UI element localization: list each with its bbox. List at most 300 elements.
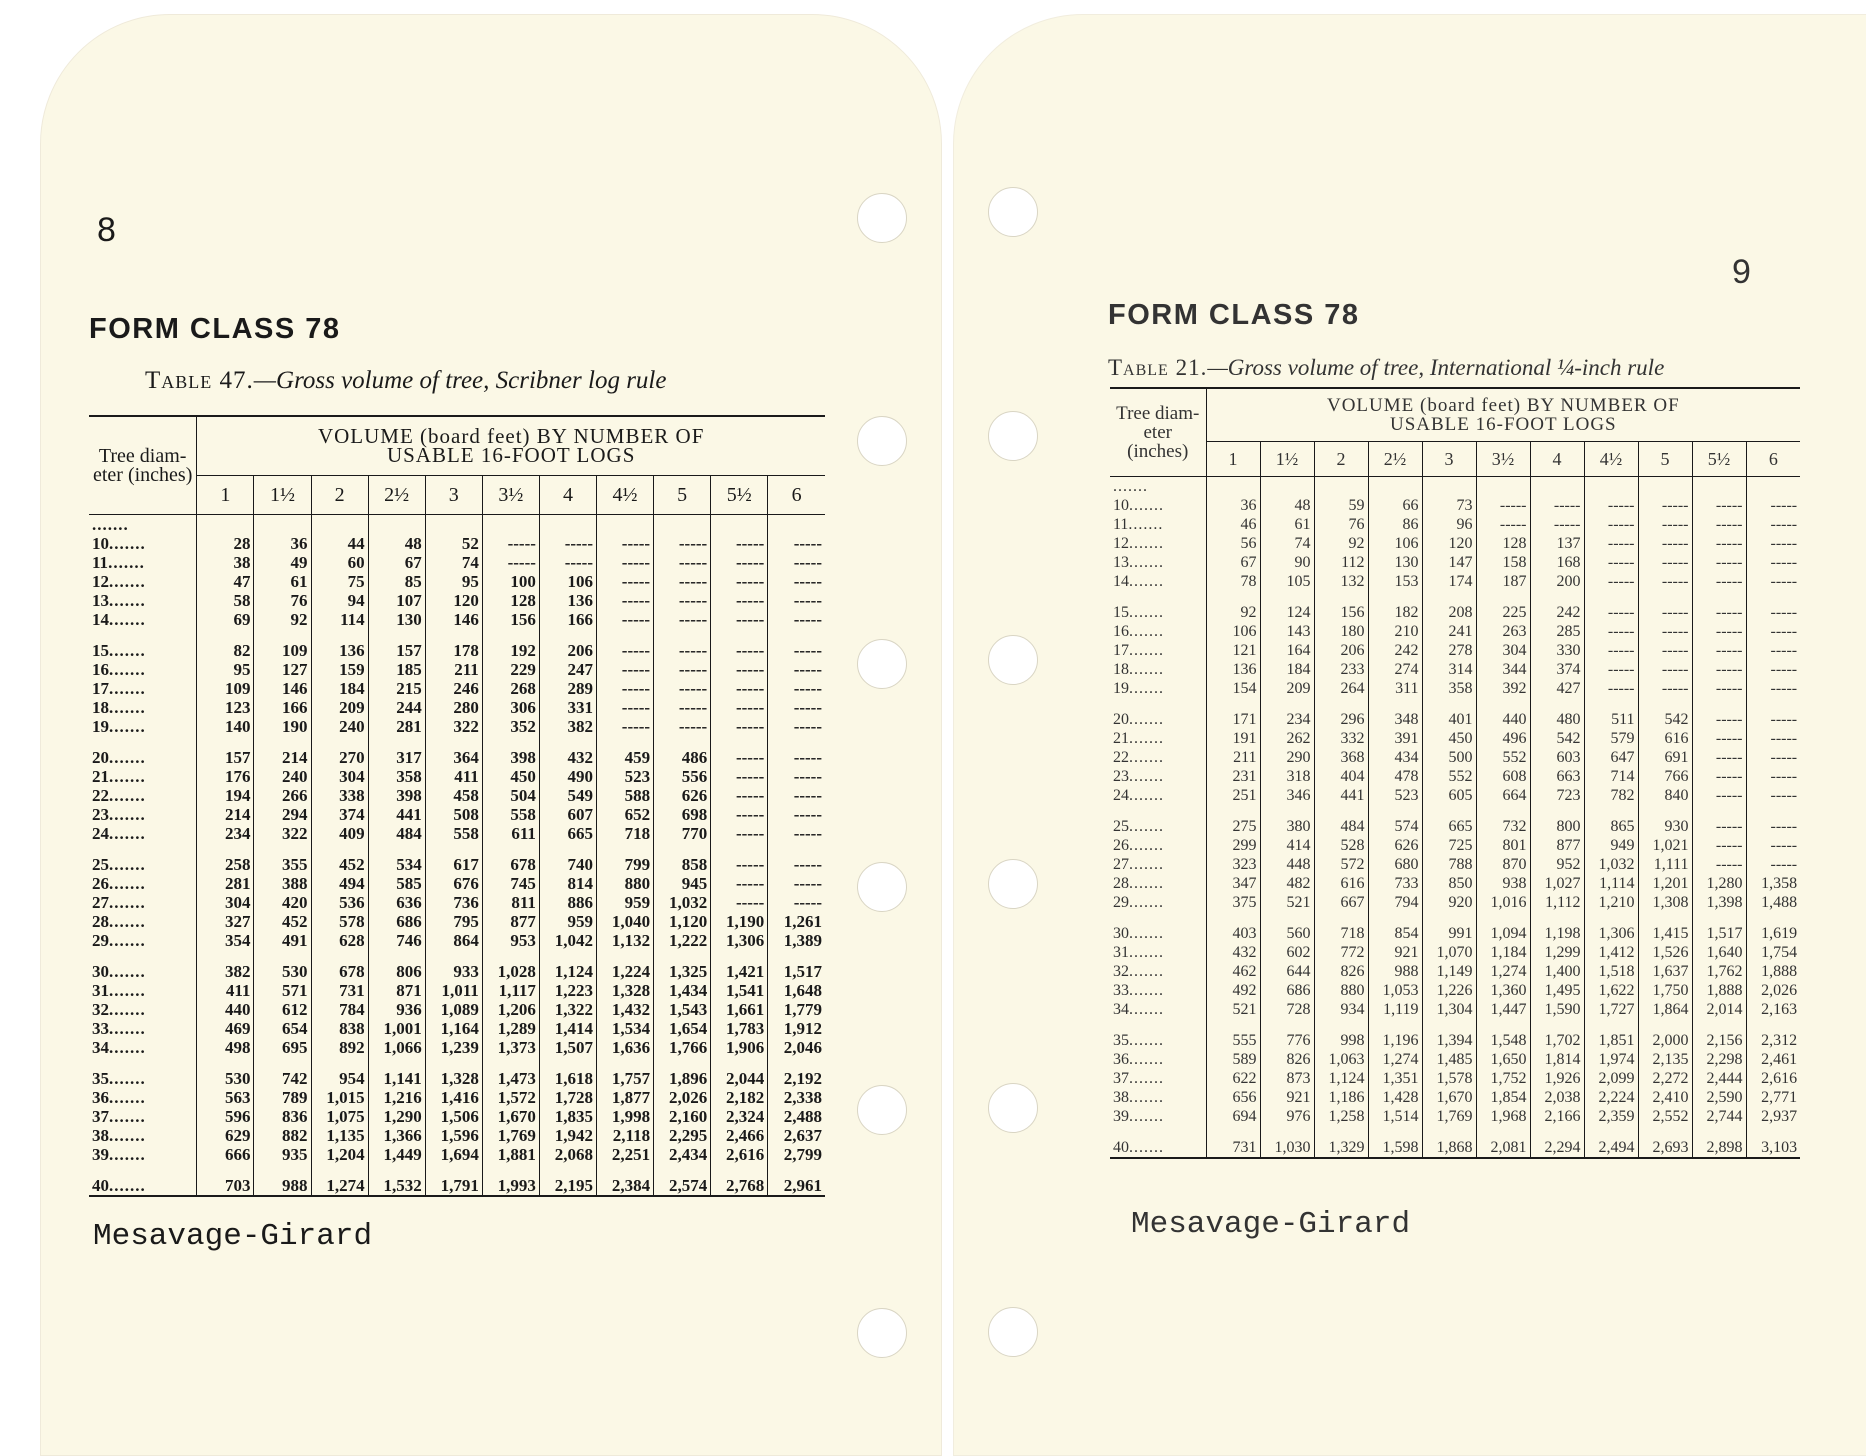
diameter-cell: 26 ....... (89, 874, 197, 893)
diameter-cell: 25 ....... (89, 843, 197, 874)
volume-cell: 733 (1368, 874, 1422, 893)
log-count-header: 3 (425, 476, 482, 515)
table-row (89, 786, 825, 805)
volume-cell: ----- (654, 610, 711, 629)
volume-cell: 2,166 (1530, 1107, 1584, 1126)
volume-cell: 789 (254, 1088, 311, 1107)
diameter-cell: 10 ....... (1110, 496, 1206, 515)
volume-cell: 275 (1232, 818, 1257, 835)
volume-cell: 605 (1422, 786, 1476, 805)
volume-cell: 826 (1260, 1050, 1314, 1069)
diameter-cell: 27 ....... (1110, 855, 1206, 874)
volume-cell: 1,400 (1530, 962, 1584, 981)
volume-cell: 1,322 (539, 1000, 596, 1019)
volume-cell: 1,112 (1530, 893, 1584, 912)
volume-cell: 2,466 (711, 1126, 768, 1145)
volume-cell: 616 (1314, 874, 1368, 893)
volume-cell: ----- (1638, 660, 1692, 679)
volume-cell: ----- (1746, 836, 1800, 855)
volume-cell: ----- (654, 679, 711, 698)
diameter-cell: 18 ....... (89, 698, 197, 717)
table-row (89, 874, 825, 893)
diameter-cell: 20 ....... (89, 736, 197, 767)
volume-cell: ----- (711, 805, 768, 824)
volume-cell: 491 (254, 931, 311, 950)
table-row (1110, 622, 1800, 641)
volume-cell: 811 (482, 893, 539, 912)
volume-cell: 935 (254, 1145, 311, 1164)
volume-cell: 1,495 (1530, 981, 1584, 1000)
volume-cell: 1,094 (1476, 912, 1530, 943)
volume-cell: 1,622 (1584, 981, 1638, 1000)
volume-cell: 1,053 (1368, 981, 1422, 1000)
volume-cell: 1,868 (1422, 1126, 1476, 1158)
table-row (1110, 786, 1800, 805)
volume-cell: 1,132 (597, 931, 654, 950)
volume-cell: 124 (1260, 591, 1314, 622)
log-count-header: 4 (1530, 442, 1584, 477)
volume-cell: 579 (1584, 729, 1638, 748)
volume-cell: 398 (482, 736, 539, 767)
volume-cell: 1,428 (1368, 1088, 1422, 1107)
volume-cell: 1,290 (368, 1107, 425, 1126)
volume-table (89, 415, 825, 1197)
volume-cell: 374 (311, 805, 368, 824)
volume-cell: 800 (1530, 805, 1584, 836)
volume-cell: ----- (1638, 496, 1692, 515)
volume-cell: ----- (768, 824, 825, 843)
volume-cell: 528 (1314, 836, 1368, 855)
volume-cell: 508 (425, 805, 482, 824)
volume-cell: 1,488 (1746, 893, 1800, 912)
volume-cell: 1,766 (654, 1038, 711, 1057)
volume-cell: 1,028 (482, 950, 539, 981)
volume-cell: 596 (224, 1107, 251, 1126)
volume-cell: ----- (1584, 572, 1638, 591)
volume-cell: 178 (425, 629, 482, 660)
volume-cell: ----- (1692, 660, 1746, 679)
diameter-cell: 17 ....... (1110, 641, 1206, 660)
volume-cell: 1,769 (482, 1126, 539, 1145)
volume-cell: 2,961 (768, 1164, 825, 1196)
volume-cell: ----- (768, 874, 825, 893)
volume-cell: ----- (539, 534, 596, 553)
table-row (1110, 1050, 1800, 1069)
volume-cell: 105 (1260, 572, 1314, 591)
volume-cell: 1,864 (1638, 1000, 1692, 1019)
table-row (89, 1000, 825, 1019)
volume-cell: 1,421 (711, 950, 768, 981)
volume-cell: 441 (1314, 786, 1368, 805)
volume-cell: 36 (1240, 497, 1257, 514)
diameter-cell: 34 ....... (89, 1038, 197, 1057)
volume-cell: 511 (1584, 698, 1638, 729)
volume-cell: 262 (1260, 729, 1314, 748)
volume-cell: 840 (1638, 786, 1692, 805)
volume-cell: 1,881 (482, 1145, 539, 1164)
volume-cell: 578 (311, 912, 368, 931)
diameter-cell: 11 ....... (1110, 515, 1206, 534)
volume-cell: 176 (224, 767, 251, 786)
volume-cell: 991 (1422, 912, 1476, 943)
volume-cell: 2,251 (597, 1145, 654, 1164)
volume-cell: 36 (254, 534, 311, 553)
volume-cell: 146 (254, 679, 311, 698)
table-row (89, 893, 825, 912)
volume-cell: 2,937 (1746, 1107, 1800, 1126)
volume-cell: ----- (1638, 553, 1692, 572)
volume-cell: 285 (1530, 622, 1584, 641)
volume-cell: 1,016 (1476, 893, 1530, 912)
volume-cell: 666 (224, 1145, 251, 1164)
volume-cell: 242 (1530, 591, 1584, 622)
volume-cell: 401 (1422, 698, 1476, 729)
volume-cell: 323 (1232, 856, 1257, 873)
volume-cell: 137 (1530, 534, 1584, 553)
volume-cell: 558 (425, 824, 482, 843)
volume-cell: 209 (1260, 679, 1314, 698)
volume-cell: 542 (1530, 729, 1584, 748)
volume-cell: 549 (539, 786, 596, 805)
volume-cell: 714 (1584, 767, 1638, 786)
volume-cell: 166 (254, 698, 311, 717)
volume-cell: ----- (711, 591, 768, 610)
volume-cell: 156 (482, 610, 539, 629)
log-count-header: 3½ (1476, 442, 1530, 477)
volume-cell: 184 (1260, 660, 1314, 679)
volume-cell: 616 (1638, 729, 1692, 748)
diameter-cell: 30 ....... (1110, 912, 1206, 943)
volume-cell: 159 (311, 660, 368, 679)
volume-cell: 56 (1240, 535, 1257, 552)
volume-cell: 801 (1476, 836, 1530, 855)
volume-cell: 2,182 (711, 1088, 768, 1107)
volume-cell: 234 (1260, 698, 1314, 729)
volume-cell: 622 (1232, 1070, 1257, 1087)
volume-cell: 2,338 (768, 1088, 825, 1107)
diameter-cell: 21 ....... (89, 767, 197, 786)
volume-cell: ----- (768, 660, 825, 679)
volume-cell: 322 (254, 824, 311, 843)
volume-cell: 60 (311, 553, 368, 572)
volume-cell: 128 (482, 591, 539, 610)
log-count-header: 3 (1422, 442, 1476, 477)
volume-cell: 1,636 (597, 1038, 654, 1057)
volume-cell: 880 (597, 874, 654, 893)
volume-cell: 304 (224, 893, 251, 912)
volume-cell: 2,494 (1584, 1126, 1638, 1158)
volume-cell: 1,854 (1476, 1088, 1530, 1107)
volume-cell: 864 (425, 931, 482, 950)
volume-cell: 1,432 (597, 1000, 654, 1019)
volume-cell: 209 (311, 698, 368, 717)
volume-cell: 770 (654, 824, 711, 843)
volume-cell: ----- (1746, 855, 1800, 874)
volume-cell: 211 (425, 660, 482, 679)
volume-cell: 210 (1368, 622, 1422, 641)
punch-hole (857, 862, 907, 912)
volume-cell: 723 (1530, 786, 1584, 805)
volume-cell: 745 (482, 874, 539, 893)
volume-cell: 1,752 (1476, 1069, 1530, 1088)
volume-cell: 934 (1314, 1000, 1368, 1019)
volume-cell: 92 (254, 610, 311, 629)
table-row (89, 736, 825, 767)
volume-cell: ----- (711, 553, 768, 572)
volume-cell: 1,206 (482, 1000, 539, 1019)
volume-cell: 304 (311, 767, 368, 786)
volume-cell: 1,021 (1638, 836, 1692, 855)
volume-cell: 2,444 (1692, 1069, 1746, 1088)
volume-cell: 530 (224, 1069, 251, 1088)
volume-cell: 1,328 (425, 1057, 482, 1088)
volume-cell: ----- (711, 610, 768, 629)
volume-cell: 355 (254, 843, 311, 874)
volume-cell: ----- (1638, 515, 1692, 534)
punch-hole (988, 859, 1038, 909)
volume-cell: 290 (1260, 748, 1314, 767)
volume-cell: 266 (254, 786, 311, 805)
volume-cell: 234 (224, 824, 251, 843)
volume-cell: 654 (254, 1019, 311, 1038)
log-count-header: 5 (654, 476, 711, 515)
volume-cell: ----- (1746, 786, 1800, 805)
volume-cell: ----- (1746, 553, 1800, 572)
volume-cell: 225 (1476, 591, 1530, 622)
volume-cell: 976 (1260, 1107, 1314, 1126)
diameter-cell: 24 ....... (89, 824, 197, 843)
volume-cell: 67 (1240, 554, 1257, 571)
table-row (1110, 1019, 1800, 1050)
volume-cell: 136 (1232, 661, 1257, 678)
volume-cell: ----- (711, 893, 768, 912)
volume-cell: 211 (1233, 749, 1257, 766)
volume-cell: 1,517 (768, 950, 825, 981)
volume-cell: 1,366 (368, 1126, 425, 1145)
diameter-cell: 37 ....... (1110, 1069, 1206, 1088)
volume-cell: 742 (254, 1057, 311, 1088)
volume-cell: 1,506 (425, 1107, 482, 1126)
diameter-cell: 24 ....... (1110, 786, 1206, 805)
volume-cell: 398 (368, 786, 425, 805)
form-class-heading: FORM CLASS 78 (89, 313, 341, 345)
volume-cell: 530 (254, 950, 311, 981)
volume-cell: 322 (425, 717, 482, 736)
punch-hole (857, 1085, 907, 1135)
volume-cell: ----- (654, 591, 711, 610)
volume-cell: 192 (482, 629, 539, 660)
volume-cell: 612 (254, 1000, 311, 1019)
volume-cell: 2,771 (1746, 1088, 1800, 1107)
volume-cell: 318 (1260, 767, 1314, 786)
volume-cell: 317 (368, 736, 425, 767)
volume-cell: 459 (597, 736, 654, 767)
volume-cell: 2,637 (768, 1126, 825, 1145)
volume-cell: 2,038 (1530, 1088, 1584, 1107)
volume-cell: 1,578 (1422, 1069, 1476, 1088)
volume-cell: ----- (768, 893, 825, 912)
volume-cell: 953 (482, 931, 539, 950)
volume-cell: 434 (1368, 748, 1422, 767)
volume-cell: 1,654 (654, 1019, 711, 1038)
volume-cell: 2,693 (1638, 1126, 1692, 1158)
volume-cell: ----- (597, 591, 654, 610)
volume-cell: ----- (1746, 591, 1800, 622)
volume-cell: ----- (1638, 622, 1692, 641)
diameter-cell: 25 ....... (1110, 805, 1206, 836)
volume-cell: 28 (233, 534, 251, 553)
volume-cell: 338 (311, 786, 368, 805)
volume-cell: 718 (597, 824, 654, 843)
volume-cell: 664 (1476, 786, 1530, 805)
volume-cell: ----- (1692, 767, 1746, 786)
table-row (1110, 729, 1800, 748)
volume-cell: 358 (1422, 679, 1476, 698)
table-row (89, 698, 825, 717)
log-count-header: 2½ (368, 476, 425, 515)
volume-cell: 521 (1260, 893, 1314, 912)
volume-cell: 1,762 (1692, 962, 1746, 981)
table-row (89, 931, 825, 950)
volume-cell: 1,032 (1584, 855, 1638, 874)
volume-cell: 814 (539, 874, 596, 893)
volume-cell: 1,769 (1422, 1107, 1476, 1126)
diameter-cell: 15 ....... (1110, 591, 1206, 622)
volume-cell: 667 (1314, 893, 1368, 912)
volume-cell: 347 (1232, 875, 1257, 892)
volume-cell: 480 (1530, 698, 1584, 729)
volume-cell: 158 (1476, 553, 1530, 572)
diameter-cell: 23 ....... (1110, 767, 1206, 786)
volume-cell: 877 (482, 912, 539, 931)
volume-cell: 676 (425, 874, 482, 893)
diameter-cell: 20 ....... (1110, 698, 1206, 729)
volume-cell: ----- (1746, 698, 1800, 729)
volume-cell: ----- (597, 629, 654, 660)
volume-cell: 486 (654, 736, 711, 767)
volume-cell: ----- (482, 534, 539, 553)
diameter-cell: 40 ....... (1110, 1126, 1206, 1158)
volume-cell: ----- (768, 736, 825, 767)
volume-cell: 732 (1476, 805, 1530, 836)
volume-cell: 1,280 (1692, 874, 1746, 893)
punch-hole (988, 635, 1038, 685)
volume-cell: 1,640 (1692, 943, 1746, 962)
volume-cell: ----- (1692, 641, 1746, 660)
volume-cell: 185 (368, 660, 425, 679)
volume-cell: ----- (1530, 496, 1584, 515)
volume-cell: 450 (1422, 729, 1476, 748)
log-count-header: 2 (1314, 442, 1368, 477)
table-row (1110, 572, 1800, 591)
volume-cell: 542 (1638, 698, 1692, 729)
diameter-cell: 30 ....... (89, 950, 197, 981)
diameter-cell: 38 ....... (89, 1126, 197, 1145)
diameter-cell: 37 ....... (89, 1107, 197, 1126)
volume-cell: 1,757 (597, 1057, 654, 1088)
volume-cell: ----- (1638, 679, 1692, 698)
volume-cell: ----- (1746, 767, 1800, 786)
volume-cell: 1,694 (425, 1145, 482, 1164)
volume-cell: 258 (224, 855, 251, 874)
volume-cell: 1,572 (482, 1088, 539, 1107)
volume-cell: 1,661 (711, 1000, 768, 1019)
log-count-header: 6 (1746, 442, 1800, 477)
volume-cell: ----- (768, 767, 825, 786)
volume-cell: 1,216 (368, 1088, 425, 1107)
volume-cell: 171 (1232, 711, 1257, 728)
log-count-header: 1 (1206, 442, 1260, 477)
volume-cell: 240 (254, 767, 311, 786)
table-caption (145, 367, 666, 395)
volume-cell: 1,226 (1422, 981, 1476, 1000)
volume-cell: 2,488 (768, 1107, 825, 1126)
volume-cell: 2,552 (1638, 1107, 1692, 1126)
volume-cell: 2,044 (711, 1057, 768, 1088)
table-spacer (89, 515, 825, 535)
volume-cell: ----- (1692, 553, 1746, 572)
volume-cell: 788 (1422, 855, 1476, 874)
table-row (1110, 553, 1800, 572)
volume-cell: 691 (1638, 748, 1692, 767)
volume-cell: ----- (654, 629, 711, 660)
volume-cell: ----- (711, 843, 768, 874)
volume-cell: 66 (1368, 496, 1422, 515)
table-row (89, 981, 825, 1000)
volume-cell: 90 (1260, 553, 1314, 572)
volume-cell: 123 (224, 698, 251, 717)
diameter-cell: 19 ....... (1110, 679, 1206, 698)
volume-cell: 281 (368, 717, 425, 736)
volume-cell: 588 (597, 786, 654, 805)
diameter-cell: 31 ....... (89, 981, 197, 1000)
volume-cell: 2,081 (1476, 1126, 1530, 1158)
volume-cell: 231 (1232, 768, 1257, 785)
volume-cell: 1,258 (1314, 1107, 1368, 1126)
volume-cell: 589 (1232, 1051, 1257, 1068)
volume-cell: 571 (254, 981, 311, 1000)
volume-cell: 109 (224, 679, 251, 698)
volume-cell: 607 (539, 805, 596, 824)
table-row (1110, 698, 1800, 729)
volume-cell: 74 (425, 553, 482, 572)
volume-cell: 2,046 (768, 1038, 825, 1057)
volume-cell: 244 (368, 698, 425, 717)
volume-cell: ----- (768, 679, 825, 698)
volume-cell: 76 (254, 591, 311, 610)
volume-cell: 114 (311, 610, 368, 629)
volume-cell: 880 (1314, 981, 1368, 1000)
diameter-cell: 36 ....... (89, 1088, 197, 1107)
table-row (89, 1088, 825, 1107)
volume-cell: 555 (1232, 1032, 1257, 1049)
volume-cell: ----- (654, 553, 711, 572)
table-row (1110, 591, 1800, 622)
volume-cell: 686 (368, 912, 425, 931)
volume-cell: 1,111 (1638, 855, 1692, 874)
volume-cell: 1,223 (539, 981, 596, 1000)
volume-cell: 61 (1260, 515, 1314, 534)
volume-cell: 1,637 (1638, 962, 1692, 981)
volume-cell: 952 (1530, 855, 1584, 874)
volume-cell: 86 (1368, 515, 1422, 534)
volume-cell: 154 (1232, 680, 1257, 697)
volume-cell: 1,851 (1584, 1019, 1638, 1050)
volume-cell: ----- (1746, 805, 1800, 836)
volume-cell: 2,160 (654, 1107, 711, 1126)
volume-cell: 274 (1368, 660, 1422, 679)
volume-cell: 521 (1232, 1001, 1257, 1018)
